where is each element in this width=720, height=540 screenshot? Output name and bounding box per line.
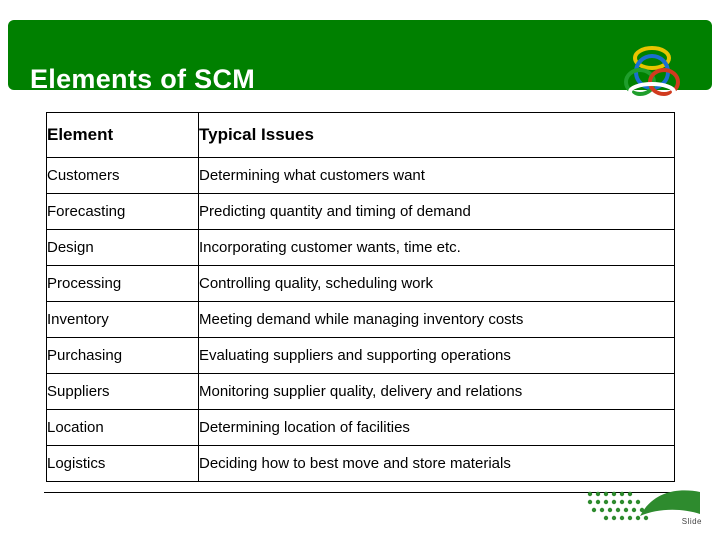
cell-element: Suppliers [47,374,199,410]
cell-issue: Incorporating customer wants, time etc. [199,230,675,266]
cell-issue: Determining what customers want [199,158,675,194]
column-header-typical-issues: Typical Issues [199,113,675,158]
cell-issue: Predicting quantity and timing of demand [199,194,675,230]
table-row [47,374,675,410]
table-row [47,266,675,302]
cell-element: Inventory [47,302,199,338]
cell-issue: Deciding how to best move and store materials [199,446,675,482]
table-row [47,230,675,266]
scm-elements-table [46,112,675,482]
table-row [47,446,675,482]
table-row [47,158,675,194]
footer-divider [44,492,676,493]
scm-elements-table-wrapper [46,112,674,482]
table-header-row [47,113,675,158]
page-title: Elements of SCM [30,64,256,94]
slide-title-bar [8,20,712,94]
footer-caption: Slide [681,517,702,526]
rings-logo-icon [612,42,688,104]
table-row [47,194,675,230]
cell-issue: Determining location of facilities [199,410,675,446]
cell-issue: Meeting demand while managing inventory costs [199,302,675,338]
cell-issue: Evaluating suppliers and supporting operations [199,338,675,374]
column-header-element: Element [47,113,199,158]
cell-issue: Controlling quality, scheduling work [199,266,675,302]
table-row [47,302,675,338]
cell-issue: Monitoring supplier quality, delivery and relations [199,374,675,410]
cell-element: Logistics [47,446,199,482]
cell-element: Forecasting [47,194,199,230]
cell-element: Purchasing [47,338,199,374]
cell-element: Processing [47,266,199,302]
cell-element: Customers [47,158,199,194]
table-row [47,410,675,446]
table-row [47,338,675,374]
cell-element: Location [47,410,199,446]
cell-element: Design [47,230,199,266]
